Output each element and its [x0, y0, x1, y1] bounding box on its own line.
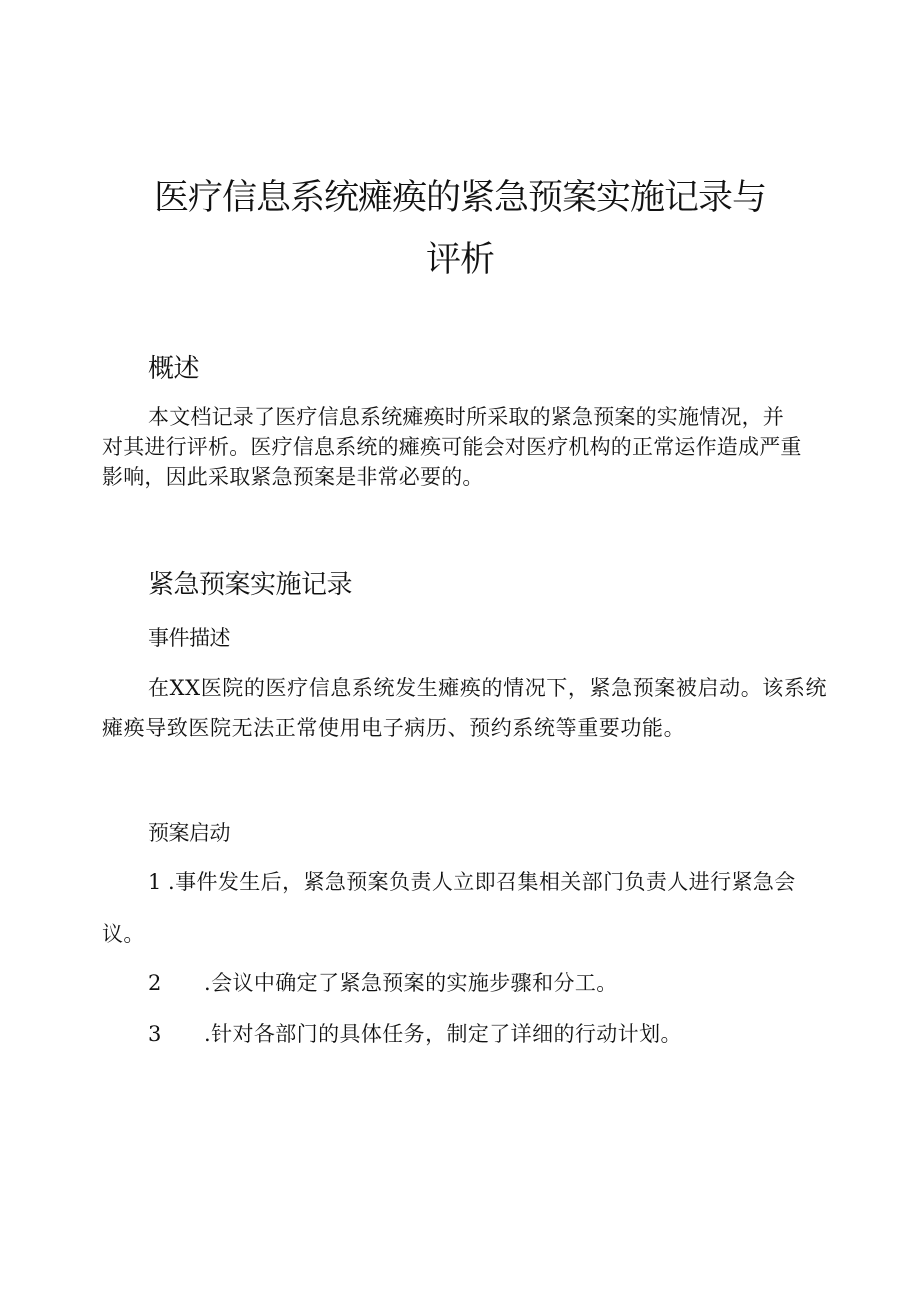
list-item-text: .会议中确定了紧急预案的实施步骤和分工。	[204, 971, 618, 995]
event-heading: 事件描述	[148, 626, 230, 650]
list-item-text: .针对各部门的具体任务，制定了详细的行动计划。	[204, 1022, 682, 1046]
list-item	[102, 957, 832, 1009]
overview-text: 本文档记录了医疗信息系统瘫痪时所采取的紧急预案的实施情况，并对其进行评析。医疗信息系统的瘫痪可能会对医疗机构的正常运作造成严重影响，因此采取紧急预案是非常必要的。	[102, 405, 802, 489]
event-text: 在XX医院的医疗信息系统发生瘫痪的情况下，紧急预案被启动。该系统瘫痪导致医院无法正常使用电子病历、预约系统等重要功能。	[102, 676, 828, 740]
list-item	[102, 1008, 832, 1060]
activation-heading: 预案启动	[148, 821, 230, 845]
list-item-number: 2	[148, 971, 162, 995]
record-heading: 紧急预案实施记录	[148, 570, 353, 600]
list-item-number: 3	[148, 1022, 162, 1046]
overview-heading: 概述	[148, 354, 200, 384]
document-title-line-1: 医疗信息系统瘫痪的紧急预案实施记录与	[153, 178, 766, 218]
list-item	[102, 856, 832, 960]
list-item-text: .事件发生后，紧急预案负责人立即召集相关部门负责人进行紧急会议。	[102, 870, 796, 946]
list-item-number: 1	[148, 870, 162, 894]
overview-paragraph	[102, 402, 802, 492]
document-title-line-2: 评析	[425, 240, 494, 280]
event-paragraph	[102, 668, 842, 748]
